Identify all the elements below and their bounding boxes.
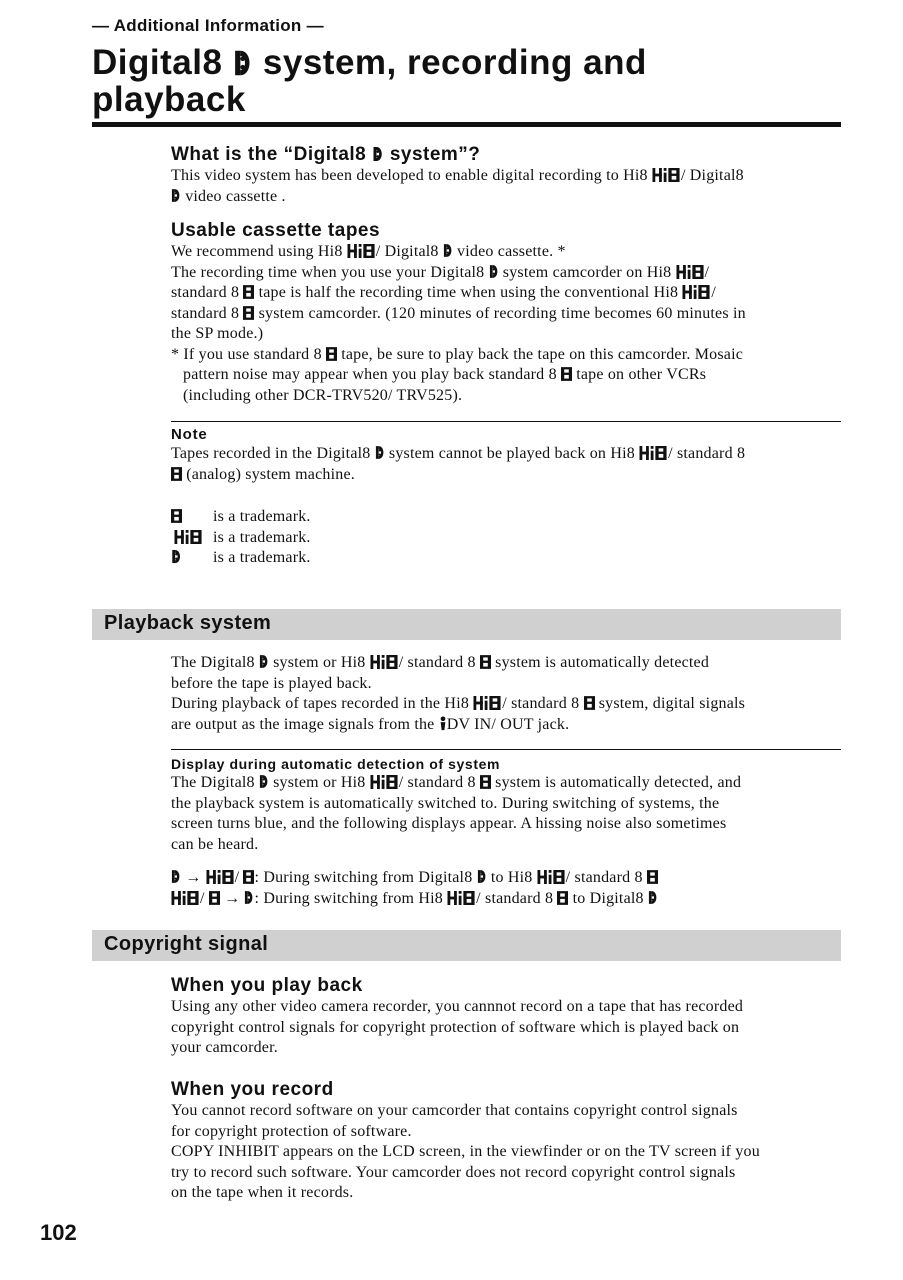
std8-icon [561, 367, 572, 381]
paragraph: The Digital8 system or Hi8 / standard 8 system is automatically detected before the tape is played back. During playback of tapes recorded in the Hi8 / standard 8 system, digital signals are output as the image signals from the DV IN/ OUT jack. [171, 654, 746, 733]
digital8-icon [171, 188, 181, 203]
std8-icon [557, 891, 568, 905]
std8-icon [171, 467, 182, 481]
std8-icon [171, 509, 182, 523]
page-number: 102 [40, 1220, 77, 1245]
hi8-icon [682, 285, 711, 299]
digital8-icon [244, 890, 254, 905]
paragraph: We recommend using Hi8 / Digital8 video cassette. * The recording time when you use your Digital8 system camcorder on Hi8 / standard 8 tape is half the recording time when using the conventional Hi8 / standard 8 system camcorder. (120 minutes of recording time becomes 60 minutes in the SP mode.) [171, 243, 746, 342]
digital8-icon [648, 890, 658, 905]
trademark-row: is a trademark. [171, 507, 841, 528]
title-rule [92, 122, 841, 127]
std8-icon [480, 655, 491, 669]
hi8-icon [537, 870, 566, 884]
paragraph: The Digital8 system or Hi8 / standard 8 system is automatically detected, and the playback system is automatically switched to. During switching of systems, the screen turns blue, and the following displays appear. A hissing noise also sometimes can be heard. [171, 774, 742, 853]
std8-icon [326, 347, 337, 361]
title-text: system, recording and [262, 43, 647, 82]
hi8-icon [676, 265, 705, 279]
std8-icon [647, 870, 658, 884]
digital8-icon [477, 869, 487, 884]
record-section [171, 1079, 841, 1204]
paragraph: This video system has been developed to enable digital recording to Hi8 / Digital8 video cassette . [171, 167, 744, 205]
band-title: Playback system [104, 612, 272, 634]
play-back-section [171, 975, 841, 1059]
usable-section [171, 220, 841, 406]
display-rule [171, 749, 841, 750]
display-heading: Display during automatic detection of system [171, 756, 501, 772]
footnote: * If you use standard 8 tape, be sure to play back the tape on this camcorder. Mosaic pattern noise may appear when you play back standard 8 tape on other VCRs (including other DCR-TRV520/ TRV525). [171, 345, 744, 404]
paragraph: Tapes recorded in the Digital8 system cannot be played back on Hi8 / standard 8 (analog) system machine. [171, 445, 746, 483]
digital8-icon [259, 654, 269, 669]
std8-icon [243, 870, 254, 884]
paragraph: You cannot record software on your camcorder that contains copyright control signals for copyright protection of software. COPY INHIBIT appears on the LCD screen, in the viewfinder or on the TV screen if you try to record such software. Your camcorder does not record copyright control signals on the tape when it records. [171, 1102, 760, 1201]
playback-section [171, 653, 841, 735]
subheading: Usable cassette tapes [171, 220, 381, 241]
band-title: Copyright signal [104, 933, 269, 955]
digital8-icon [443, 243, 453, 258]
dv-jack-icon [439, 716, 447, 731]
digital8-icon [372, 146, 384, 162]
what-is-section [171, 144, 841, 207]
trademark-row: is a trademark. [171, 548, 841, 569]
note-rule [171, 421, 841, 422]
paragraph: Using any other video camera recorder, you cannnot record on a tape that has recorded copyright control signals for copyright protection of software which is played back on your camcorder. [171, 998, 744, 1056]
trademark-row: is a trademark. [171, 528, 841, 549]
subheading: What is the “Digital8 system”? [171, 144, 481, 165]
std8-icon [209, 891, 220, 905]
note-heading: Note [171, 426, 208, 443]
hi8-icon [171, 891, 200, 905]
digital8-icon [489, 264, 499, 279]
display-section [171, 755, 841, 909]
copyright-band [92, 930, 841, 961]
section-label: — Additional Information — [92, 16, 324, 35]
trademark-list [171, 507, 841, 569]
note-section [171, 426, 841, 485]
hi8-icon [639, 446, 668, 460]
std8-icon [243, 285, 254, 299]
hi8-icon [206, 870, 235, 884]
digital8-icon [259, 774, 269, 789]
digital8-icon [171, 869, 181, 884]
hi8-icon [370, 655, 399, 669]
title-text: playback [92, 80, 246, 119]
digital8-icon [171, 549, 182, 564]
hi8-icon [652, 168, 681, 182]
hi8-icon [171, 530, 206, 544]
switch-display-list: → / : During switching from Digital8 to Hi8 / standard 8 / → : During switching from Hi8 / standard 8 to Digital8 [171, 868, 841, 909]
std8-icon [480, 775, 491, 789]
hi8-icon [473, 696, 502, 710]
hi8-icon [347, 244, 376, 258]
digital8-icon [233, 49, 253, 77]
page-title [92, 44, 852, 118]
title-text: Digital8 [92, 43, 223, 82]
hi8-icon [447, 891, 476, 905]
std8-icon [584, 696, 595, 710]
std8-icon [243, 306, 254, 320]
subheading: When you record [171, 1079, 334, 1100]
hi8-icon [370, 775, 399, 789]
playback-band [92, 609, 841, 640]
subheading: When you play back [171, 975, 363, 996]
digital8-icon [375, 445, 385, 460]
